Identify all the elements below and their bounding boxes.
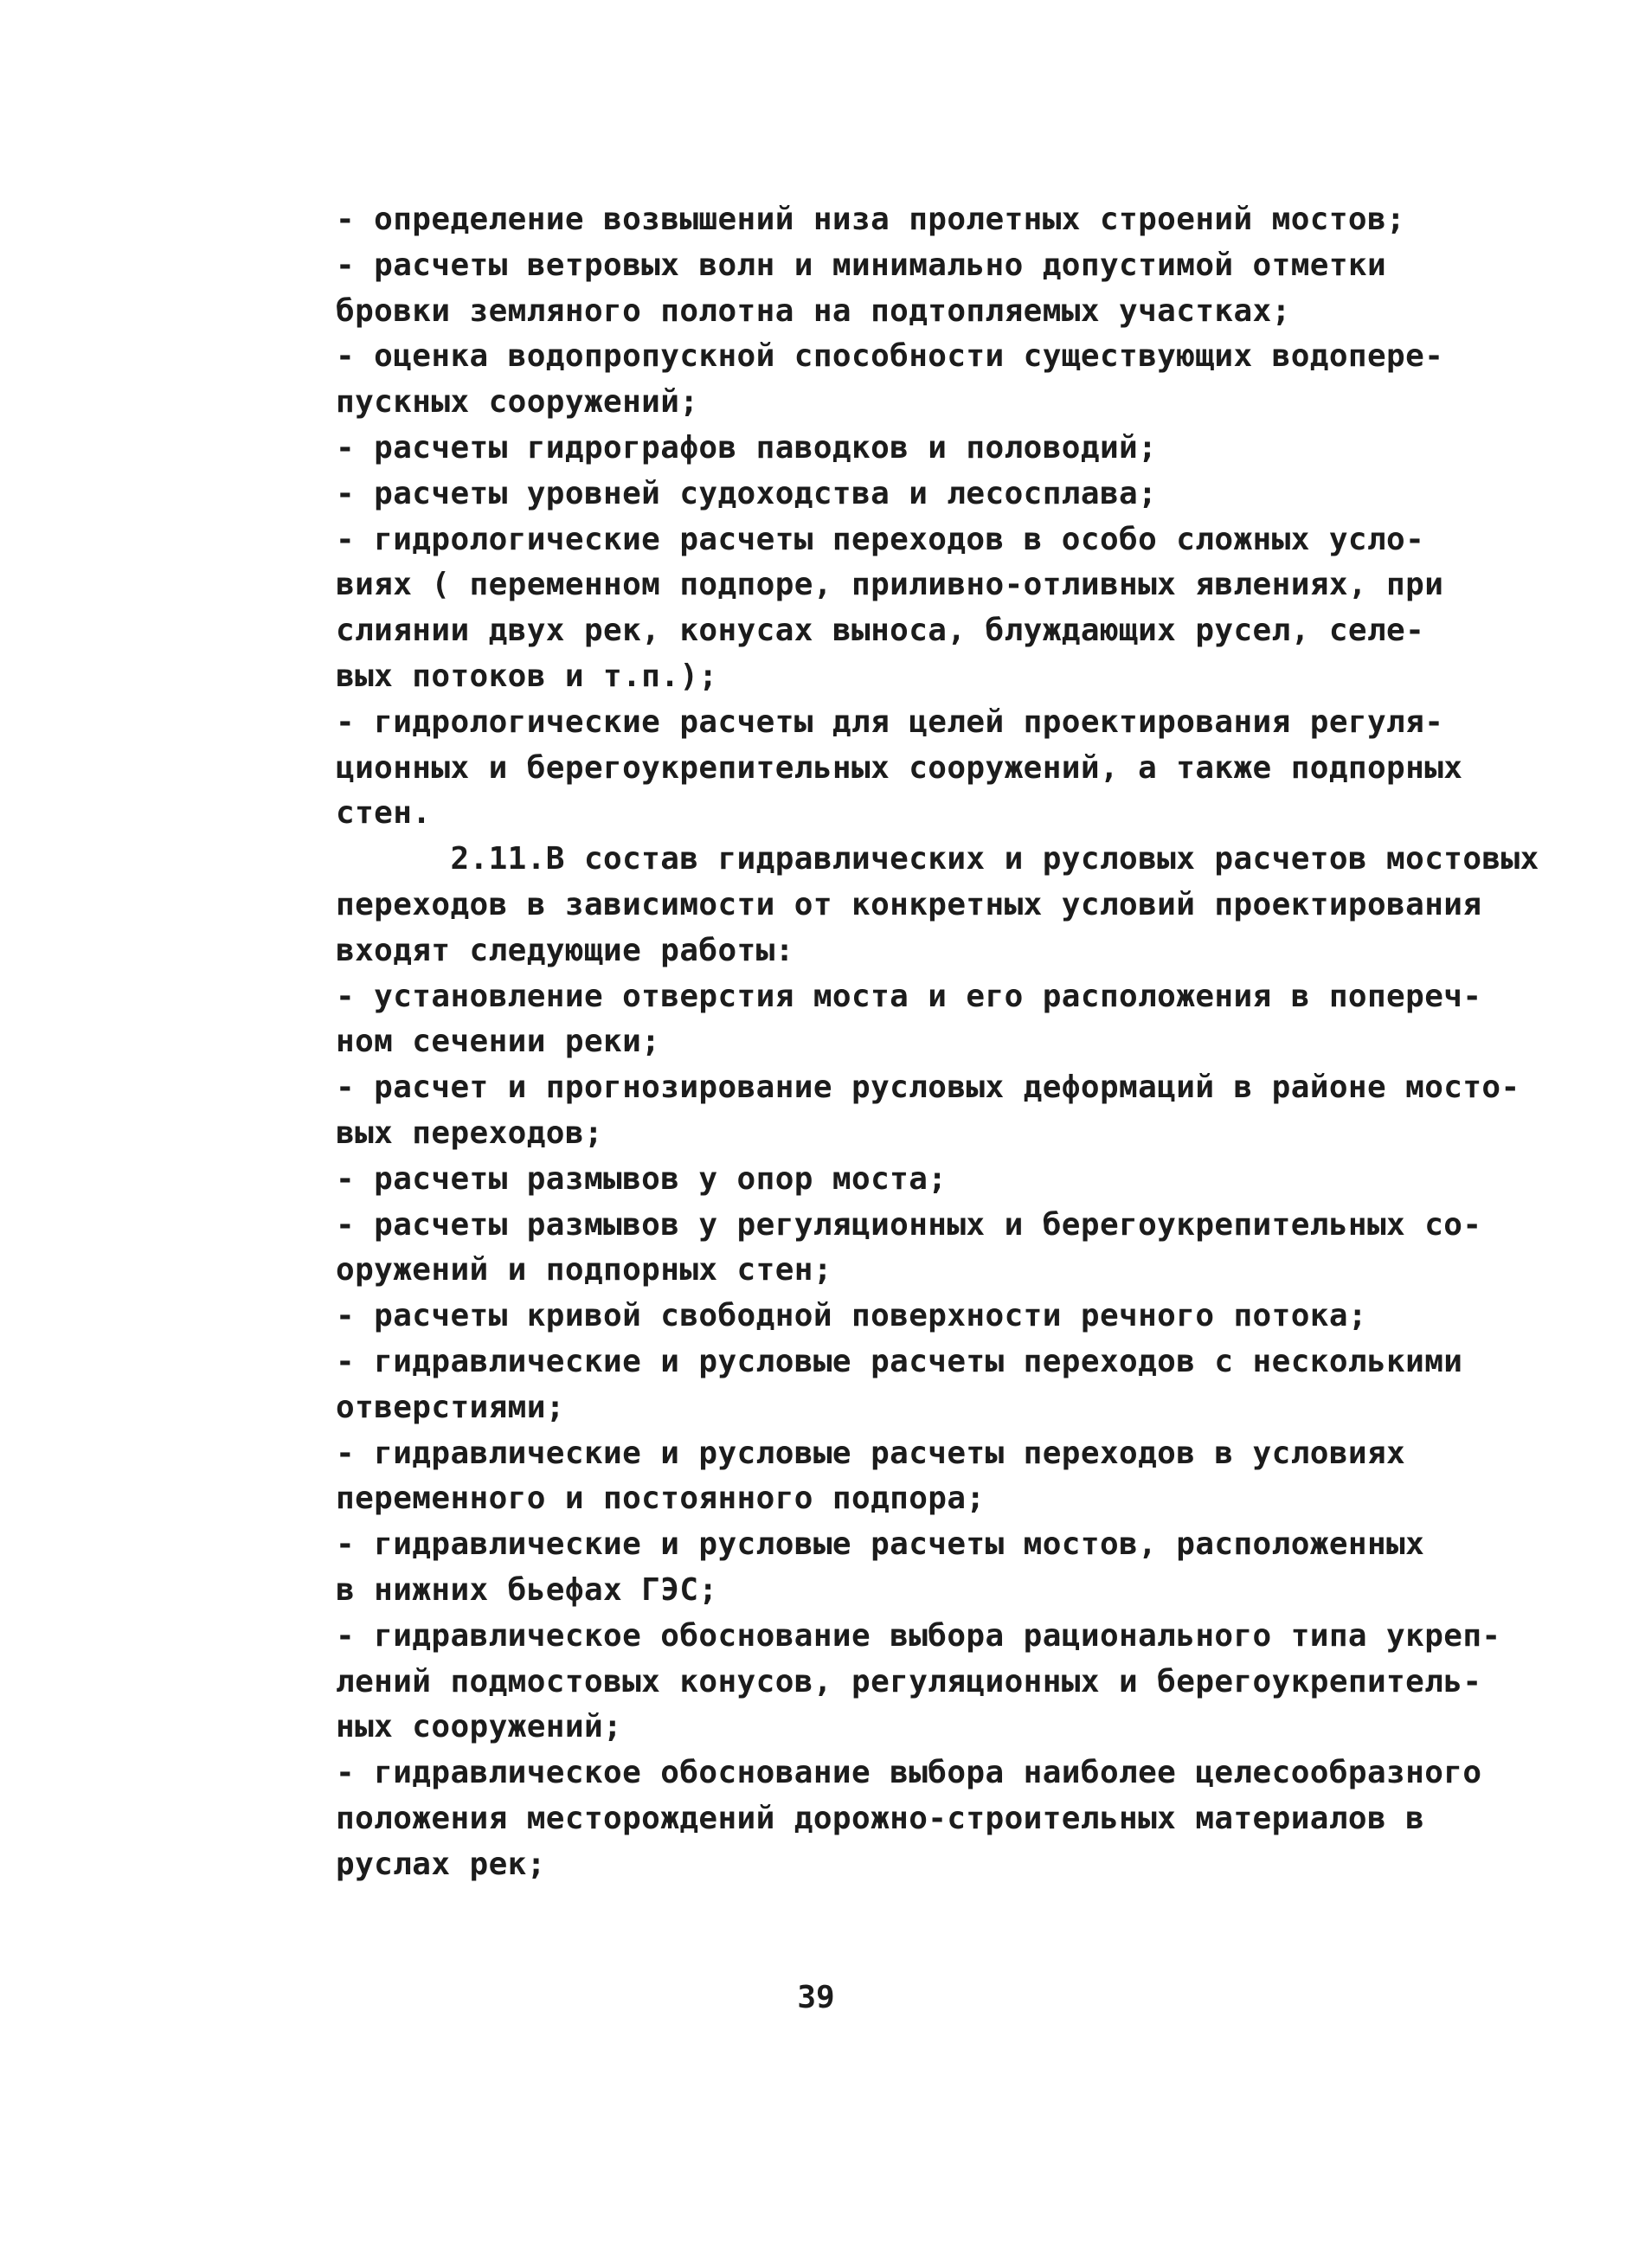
text-line: вых потоков и т.п.); bbox=[336, 658, 718, 694]
text-line: - расчеты кривой свободной поверхности речного потока; bbox=[336, 1298, 1367, 1334]
text-line: 2.11.В состав гидравлических и русловых расчетов мостовых bbox=[336, 841, 1539, 877]
text-line: - расчеты уровней судоходства и лесосплава; bbox=[336, 475, 1158, 511]
text-line: ных сооружений; bbox=[336, 1709, 623, 1745]
text-line: в нижних бьефах ГЭС; bbox=[336, 1571, 718, 1608]
text-line: оружений и подпорных стен; bbox=[336, 1252, 832, 1288]
text-line: - расчеты ветровых волн и минимально допустимой отметки bbox=[336, 247, 1387, 283]
text-line: - определение возвышений низа пролетных строений мостов; bbox=[336, 202, 1406, 237]
text-line: - оценка водопропускной способности существующих водопере- bbox=[336, 338, 1444, 375]
text-line: - расчеты размывов у опор моста; bbox=[336, 1160, 948, 1197]
text-line: бровки земляного полотна на подтопляемых участках; bbox=[336, 292, 1291, 329]
text-line: переменного и постоянного подпора; bbox=[336, 1481, 986, 1517]
text-line: - гидравлические и русловые расчеты мостов, расположенных bbox=[336, 1526, 1425, 1563]
text-line: лений подмостовых конусов, регуляционных и берегоукрепитель- bbox=[336, 1663, 1482, 1699]
text-line: - гидравлическое обоснование выбора наиболее целесообразного bbox=[336, 1755, 1482, 1791]
text-line: переходов в зависимости от конкретных условий проектирования bbox=[336, 886, 1482, 922]
text-line: положения месторождений дорожно-строительных материалов в bbox=[336, 1800, 1425, 1836]
text-line: входят следующие работы: bbox=[336, 932, 794, 968]
text-line: - гидравлические и русловые расчеты переходов с несколькими bbox=[336, 1343, 1463, 1379]
text-line: пускных сооружений; bbox=[336, 384, 699, 421]
text-line: - расчеты размывов у регуляционных и берегоукрепительных со- bbox=[336, 1206, 1482, 1243]
text-line: - гидрологические расчеты переходов в особо сложных усло- bbox=[336, 521, 1425, 557]
text-line: - расчет и прогнозирование русловых деформаций в районе мосто- bbox=[336, 1070, 1520, 1106]
text-line: - расчеты гидрографов паводков и половодий; bbox=[336, 429, 1158, 466]
text-line: руслах рек; bbox=[336, 1846, 546, 1882]
text-line: вых переходов; bbox=[336, 1115, 604, 1151]
text-line: слиянии двух рек, конусах выноса, блуждающих русел, селе- bbox=[336, 613, 1425, 649]
text-line: - гидравлическое обоснование выбора рационального типа укреп- bbox=[336, 1617, 1501, 1654]
text-line: - гидравлические и русловые расчеты переходов в условиях bbox=[336, 1435, 1406, 1471]
text-line: стен. bbox=[336, 795, 432, 832]
text-line: ном сечении реки; bbox=[336, 1024, 661, 1060]
body-text bbox=[336, 197, 1565, 1887]
text-line: ционных и берегоукрепительных сооружений, а также подпорных bbox=[336, 749, 1463, 786]
page-number: 39 bbox=[797, 1980, 835, 2015]
text-line: виях ( переменном подпоре, приливно-отливных явлениях, при bbox=[336, 567, 1444, 603]
text-line: отверстиями; bbox=[336, 1389, 565, 1425]
text-line: - гидрологические расчеты для целей проектирования регуля- bbox=[336, 704, 1444, 740]
text-line: - установление отверстия моста и его расположения в попереч- bbox=[336, 978, 1482, 1014]
